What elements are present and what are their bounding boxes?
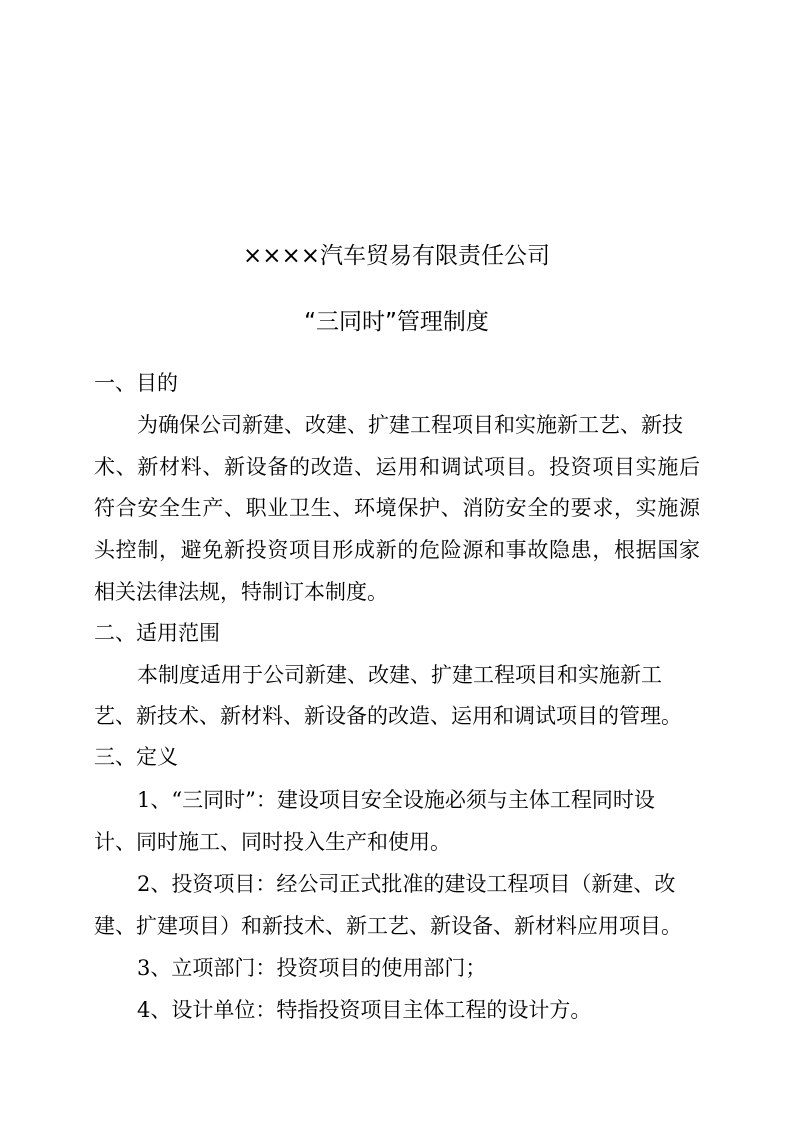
- definition-line: 4、设计单位：特指投资项目主体工程的设计方。: [137, 998, 592, 1022]
- paragraph-line: 艺、新技术、新材料、新设备的改造、运用和调试项目的管理。: [94, 704, 682, 728]
- paragraph-line: 本制度适用于公司新建、改建、扩建工程项目和实施新工: [137, 663, 662, 687]
- definition-line: 3、立项部门：投资项目的使用部门；: [137, 956, 487, 980]
- definition-line: 1、“三同时”：建设项目安全设施必须与主体工程同时设: [137, 788, 655, 812]
- definition-line: 计、同时施工、同时投入生产和使用。: [94, 830, 451, 854]
- paragraph-line: 头控制，避免新投资项目形成新的危险源和事故隐患，根据国家: [94, 538, 700, 562]
- section-heading: 二、适用范围: [94, 621, 220, 645]
- paragraph-line: 为确保公司新建、改建、扩建工程项目和实施新工艺、新技: [137, 413, 683, 437]
- section-heading: 三、定义: [94, 745, 178, 769]
- document-subtitle: “三同时”管理制度: [304, 309, 489, 335]
- paragraph-line: 符合安全生产、职业卫生、环境保护、消防安全的要求，实施源: [94, 496, 700, 520]
- company-title: ××××汽车贸易有限责任公司: [242, 243, 551, 269]
- definition-line: 2、投资项目：经公司正式批准的建设工程项目（新建、改: [137, 872, 676, 896]
- paragraph-line: 术、新材料、新设备的改造、运用和调试项目。投资项目实施后: [94, 455, 700, 479]
- definition-line: 建、扩建项目）和新技术、新工艺、新设备、新材料应用项目。: [94, 914, 682, 938]
- paragraph-line: 相关法律法规，特制订本制度。: [94, 580, 388, 604]
- section-heading: 一、目的: [94, 371, 178, 395]
